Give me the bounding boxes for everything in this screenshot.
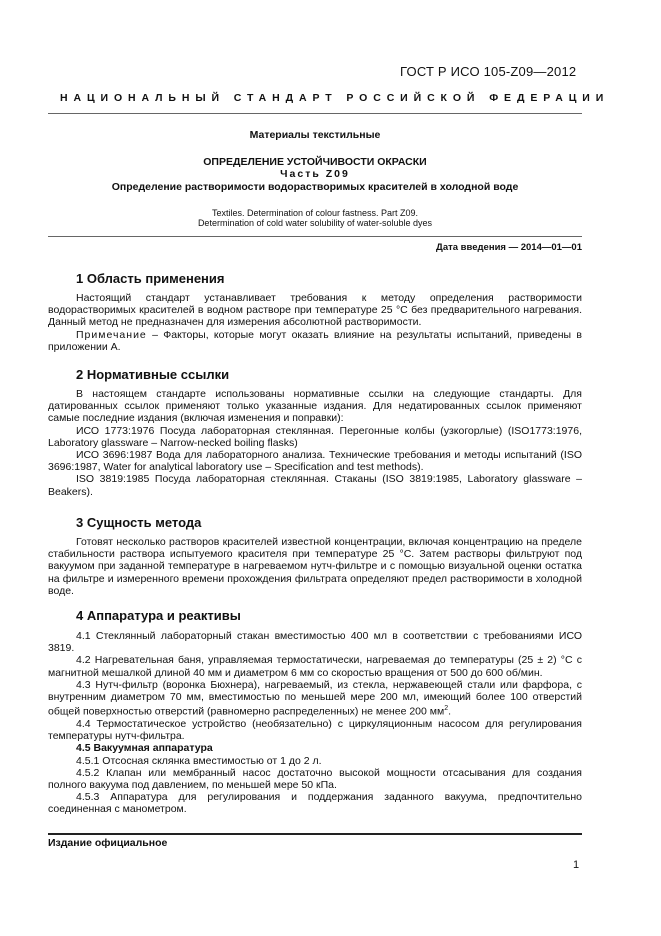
materials-title: Материалы текстильные <box>249 129 381 141</box>
item-4-3-end: . <box>448 705 452 718</box>
item-4-4: 4.4 Термостатическое устройство (необязательно) с циркуляционным насосом для регулирования температуры нутч-фильтра. <box>48 717 582 743</box>
item-4-1: 4.1 Стеклянный лабораторный стакан вместимостью 400 мл в соответствии с требованиями ИСО 3819. <box>48 630 582 655</box>
note-text: – Факторы, которые могут оказать влияние на результаты испытаний, приведены в приложении А. <box>48 328 582 353</box>
national-standard-banner: НАЦИОНАЛЬНЫЙ СТАНДАРТ РОССИЙСКОЙ ФЕДЕРАЦИИ <box>60 92 610 104</box>
item-4-5-2: 4.5.2 Клапан или мембранный насос достаточно высокой мощности отсасывания для создания полного вакуума под давлением, по меньшей мере 50 кПа. <box>48 766 582 791</box>
item-4-2: 4.2 Нагревательная баня, управляемая термостатически, нагреваемая до температуры (25 ± 2) °С с магнитной мешалкой длиной 40 мм и диаметром 6 мм со скоростью вращения от 500 до 600 об/мин. <box>48 654 582 679</box>
section-2-paragraph: В настоящем стандарте использованы нормативные ссылки на следующие стандарты. Для датированных ссылок применяют только указанные издания. Для недатированных ссылок применяют самые последние издания (включая изменения и поправки): <box>48 388 582 425</box>
part-title: Часть Z09 <box>280 168 350 180</box>
section-1-note <box>48 329 582 353</box>
section-4-body <box>48 630 582 816</box>
gost-code: ГОСТ Р ИСО 105-Z09—2012 <box>400 64 577 79</box>
item-4-3 <box>48 679 582 718</box>
section-1-heading: 1 Область применения <box>76 271 225 286</box>
header-divider <box>48 113 582 114</box>
item-4-3-text: 4.3 Нутч-фильтр (воронка Бюхнера), нагреваемый, из стекла, нержавеющей стали или фарфора, с внутренним диаметром 70 мм, вместимостью по меньшей мере 200 мл, имеющий более 100 отверстий общей поверхностью отверстий (равномерно распределенных) не менее 200 мм <box>48 678 582 718</box>
section-1-body <box>48 292 582 353</box>
subtitle: Определение растворимости водорастворимых красителей в холодной воде <box>111 181 519 193</box>
item-4-5-1: 4.5.1 Отсосная склянка вместимостью от 1 до 2 л. <box>76 754 322 767</box>
section-3-body <box>48 536 582 597</box>
item-4-5-3: 4.5.3 Аппаратура для регулирования и поддержания заданного вакуума, предпочтительно соединенная с манометром. <box>48 791 582 816</box>
section-1-paragraph: Настоящий стандарт устанавливает требования к методу определения растворимости водорастворимых красителей в водном растворе при температуре 25 °С без предварительного нагревания. Данный метод не предназначен для измерения абсолютной растворимости. <box>48 292 582 329</box>
english-title-line2: Determination of cold water solubility of water-soluble dyes <box>197 218 433 228</box>
section-4-heading: 4 Аппаратура и реактивы <box>76 608 241 623</box>
definition-title: ОПРЕДЕЛЕНИЕ УСТОЙЧИВОСТИ ОКРАСКИ <box>203 156 427 168</box>
page-number: 1 <box>573 859 580 871</box>
section-3-heading: 3 Сущность метода <box>76 515 202 530</box>
item-4-5-heading: 4.5 Вакуумная аппаратура <box>76 742 213 755</box>
note-label: Примечание <box>76 328 147 341</box>
english-title-line1: Textiles. Determination of colour fastness. Part Z09. <box>211 208 419 218</box>
reference-iso-3819: ISO 3819:1985 Посуда лабораторная стеклянная. Стаканы (ISO 3819:1985, Laboratory glassware – Beakers). <box>48 473 582 498</box>
section-2-body <box>48 388 582 498</box>
section-2-heading: 2 Нормативные ссылки <box>76 367 230 382</box>
intro-date: Дата введения — 2014—01—01 <box>436 242 582 253</box>
official-edition: Издание официальное <box>48 837 168 849</box>
item-4-3-superscript: 2 <box>444 705 449 713</box>
section-3-paragraph: Готовят несколько растворов красителей известной концентрации, включая концентрацию на пределе стабильности раствора испытуемого красителя при температуре 25 °С. Затем растворы фильтруют под вакуумом при заданной температуре в нагреваемом нутч-фильтре и с помощью визуальной оценки остатка на фильтре и измеренного времени прохождения фильтрата определяют предел растворимости в холодной воде. <box>48 536 582 597</box>
footer-divider <box>48 833 582 835</box>
reference-iso-1773: ИСО 1773:1976 Посуда лабораторная стеклянная. Перегонные колбы (узкогорлые) (ISO1773:1976, Laboratory glassware – Narrow-necked boiling flasks) <box>48 424 582 449</box>
title-divider <box>48 236 582 237</box>
reference-iso-3696: ИСО 3696:1987 Вода для лабораторного анализа. Технические требования и методы испытаний (ISO 3696:1987, Water for analytical laboratory use – Specification and test methods). <box>48 449 582 474</box>
